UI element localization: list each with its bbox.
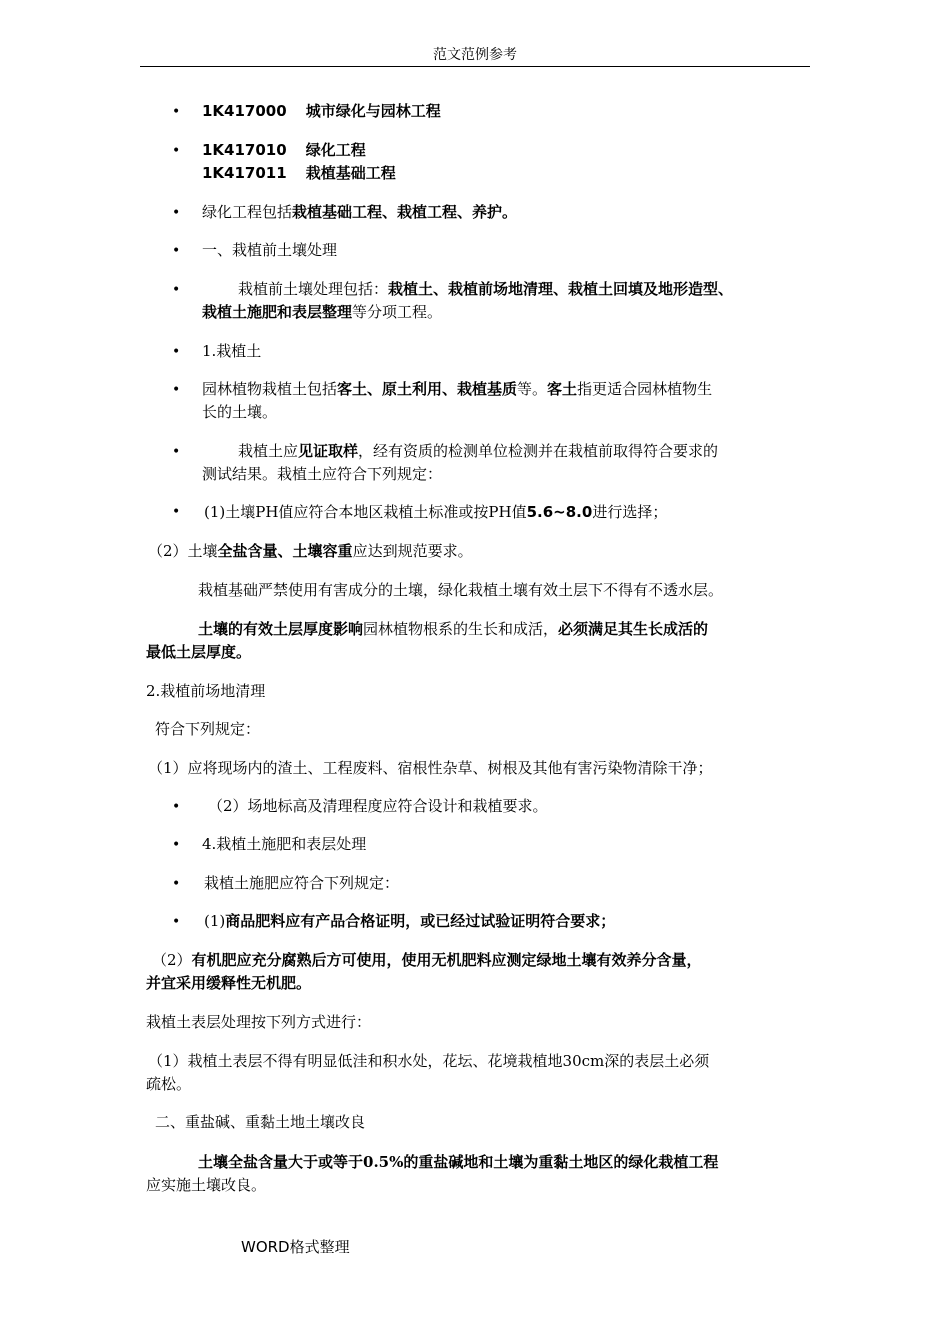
section-code: 1K417010 xyxy=(202,141,287,159)
text-bold: 有机肥应充分腐熟后方可使用，使用无机肥料应测定绿地土壤有效养分含量， xyxy=(191,951,702,969)
text-line xyxy=(202,300,442,324)
text-line xyxy=(202,200,517,224)
bullet-icon: • xyxy=(172,243,181,259)
text-line xyxy=(202,377,712,401)
bullet-icon: • xyxy=(172,382,181,398)
text-bold: 必须满足其生长成活的 xyxy=(558,620,709,638)
text-bold: 栽植土、栽植前场地清理、栽植土回填及地形造型、 xyxy=(388,280,734,298)
text-line: 1.栽植土 xyxy=(202,342,262,360)
page-footer: WORD格式整理 xyxy=(241,1238,350,1256)
bullet-icon: • xyxy=(172,837,181,853)
bullet-icon: • xyxy=(172,344,181,360)
text-span: (1) xyxy=(204,912,226,930)
text-span: 园林植物根系的生长和成活， xyxy=(363,620,559,638)
text-bold: 商品肥料应有产品合格证明，或已经过试验证明符合要求； xyxy=(225,912,616,930)
text-line: （2）场地标高及清理程度应符合设计和栽植要求。 xyxy=(208,797,548,815)
text-bold: 见证取样 xyxy=(298,442,359,460)
text-line xyxy=(198,1150,718,1174)
heading-line xyxy=(202,99,441,123)
text-line xyxy=(198,617,708,641)
text-span: 栽植前土壤处理包括： xyxy=(238,280,389,298)
text-span: 进行选择； xyxy=(592,503,668,521)
text-span: （2） xyxy=(152,951,192,969)
section-title: 绿化工程 xyxy=(305,141,366,159)
text-span: 绿化工程包括 xyxy=(202,203,293,221)
text-bold: 最低土层厚度。 xyxy=(146,643,252,661)
text-line: （1）应将现场内的渣土、工程废料、宿根性杂草、树根及其他有害污染物清除干净； xyxy=(148,759,713,777)
text-line: 长的土壤。 xyxy=(202,403,278,421)
text-line xyxy=(204,500,667,524)
section-code: 1K417000 xyxy=(202,102,287,120)
text-bold: 客土、原土利用、栽植基质 xyxy=(337,380,518,398)
heading-line xyxy=(202,161,396,185)
text-bold: 土壤全盐含量大于或等于0.5%的重盐碱地和土壤为重黏土地区的绿化栽植工程 xyxy=(198,1153,719,1171)
bullet-icon: • xyxy=(172,282,181,298)
text-bold: 栽植基础工程、栽植工程、养护。 xyxy=(292,203,518,221)
text-line: 栽植土表层处理按下列方式进行： xyxy=(146,1013,372,1031)
page-header: 范文范例参考 xyxy=(433,47,517,63)
text-line: 栽植基础严禁使用有害成分的土壤，绿化栽植土壤有效土层下不得有不透水层。 xyxy=(198,581,724,599)
text-span: 应达到规范要求。 xyxy=(352,542,473,560)
text-bold: 并宜采用缓释性无机肥。 xyxy=(146,974,312,992)
text-span: 栽植土应 xyxy=(238,442,299,460)
text-line xyxy=(146,971,311,995)
text-line: 符合下列规定： xyxy=(155,720,261,738)
bullet-icon: • xyxy=(172,104,181,120)
section-title: 栽植基础工程 xyxy=(305,164,396,182)
text-line xyxy=(152,948,702,972)
text-span: 园林植物栽植土包括 xyxy=(202,380,338,398)
text-bold: 全盐含量、土壤容重 xyxy=(217,542,353,560)
text-line: 2.栽植前场地清理 xyxy=(146,682,266,700)
section-title: 城市绿化与园林工程 xyxy=(305,102,441,120)
bullet-icon: • xyxy=(172,914,181,930)
bullet-icon: • xyxy=(172,504,181,520)
text-span: 等。 xyxy=(517,380,548,398)
header-divider xyxy=(140,66,810,67)
text-span: 等分项工程。 xyxy=(352,303,443,321)
bullet-icon: • xyxy=(172,143,181,159)
text-line: 测试结果。栽植土应符合下列规定： xyxy=(202,465,443,483)
text-bold: 栽植土施肥和表层整理 xyxy=(202,303,353,321)
bullet-icon: • xyxy=(172,444,181,460)
text-bold: 客土 xyxy=(547,380,578,398)
text-bold: 土壤的有效土层厚度影响 xyxy=(198,620,364,638)
text-line: 二、重盐碱、重黏土地土壤改良 xyxy=(155,1113,366,1131)
text-line xyxy=(146,640,251,664)
bullet-icon: • xyxy=(172,205,181,221)
text-line xyxy=(238,439,718,463)
text-line: （1）栽植土表层不得有明显低洼和积水处，花坛、花境栽植地30cm深的表层土必须 xyxy=(148,1052,710,1070)
heading-line xyxy=(202,138,366,162)
text-span: （2）土壤 xyxy=(148,542,218,560)
text-bold: 5.6~8.0 xyxy=(526,503,593,521)
text-span: 指更适合园林植物生 xyxy=(577,380,713,398)
text-line: 4.栽植土施肥和表层处理 xyxy=(202,835,367,853)
text-line: 一、栽植前土壤处理 xyxy=(202,241,338,259)
bullet-icon: • xyxy=(172,876,181,892)
text-span: ，经有资质的检测单位检测并在栽植前取得符合要求的 xyxy=(358,442,719,460)
text-line: 应实施土壤改良。 xyxy=(146,1176,267,1194)
section-code: 1K417011 xyxy=(202,164,287,182)
text-span: (1)土壤PH值应符合本地区栽植土标准或按PH值 xyxy=(204,503,527,521)
bullet-icon: • xyxy=(172,799,181,815)
text-line: 疏松。 xyxy=(146,1075,192,1093)
text-line xyxy=(238,277,733,301)
text-line xyxy=(148,539,473,563)
text-line: 栽植土施肥应符合下列规定： xyxy=(204,874,400,892)
text-line xyxy=(204,909,615,933)
